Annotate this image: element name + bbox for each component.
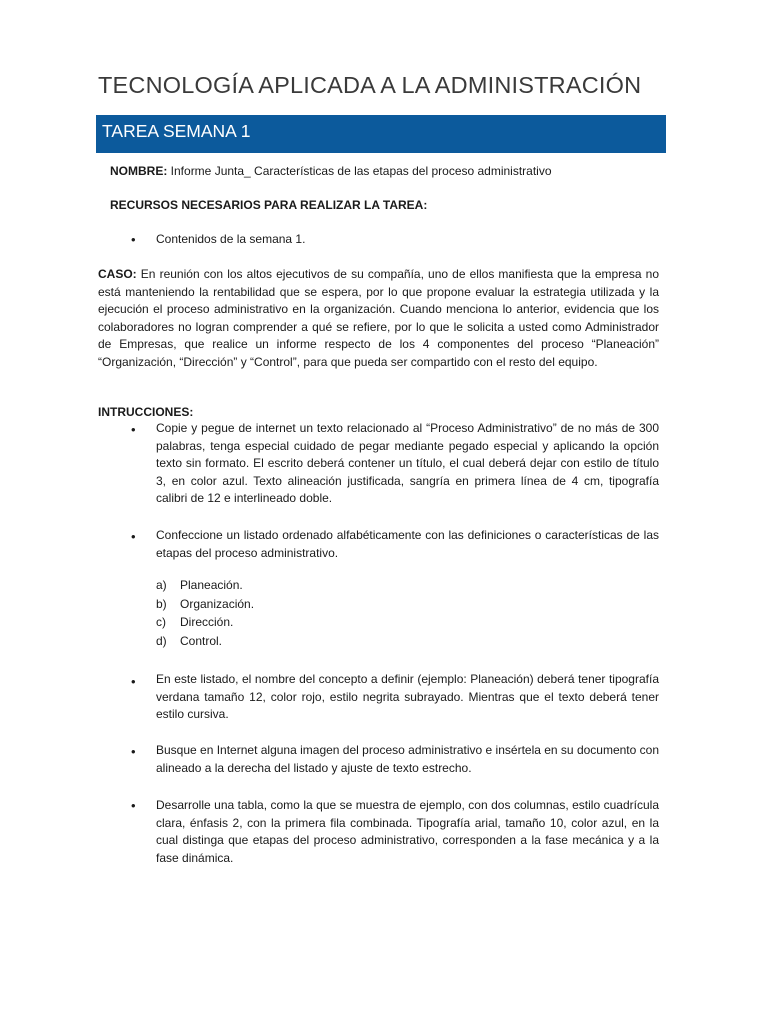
sub-list-letter: c)	[156, 615, 166, 629]
sub-list-text: Dirección.	[180, 615, 234, 629]
instruction-item: Desarrolle una tabla, como la que se muestra de ejemplo, con dos columnas, estilo cuadrícula clara, énfasis 2, con la primera fila combinada. Tipografía arial, tamaño 10, color azul, en la cual distinga que etapas del proceso administrativo, corresponden a la fase mecánica y a la fase dinámica.	[156, 798, 659, 865]
sub-list-letter: a)	[156, 578, 167, 592]
bullet-icon: •	[131, 232, 136, 247]
recursos-item: Contenidos de la semana 1.	[156, 232, 306, 246]
sub-list-item	[156, 596, 254, 614]
nombre-label: NOMBRE:	[110, 164, 168, 178]
sub-list-text: Planeación.	[180, 578, 243, 592]
bullet-icon: •	[131, 529, 136, 544]
bullet-icon: •	[131, 674, 136, 689]
bullet-icon: •	[131, 744, 136, 759]
recursos-heading: RECURSOS NECESARIOS PARA REALIZAR LA TAREA:	[110, 198, 428, 212]
sub-list-letter: b)	[156, 597, 167, 611]
nombre-line	[110, 163, 552, 181]
sub-list-item	[156, 633, 222, 651]
nombre-value: Informe Junta_ Características de las etapas del proceso administrativo	[170, 164, 552, 178]
sub-list-item	[156, 577, 243, 595]
instruction-item: Copie y pegue de internet un texto relacionado al “Proceso Administrativo” de no más de 300 palabras, tenga especial cuidado de pegar mediante pegado especial y aplicando la opción texto sin formato. El escrito deberá contener un título, el cual deberá dejar con estilo de título 3, en color azul. Texto alineación justificada, sangría en primera línea de 4 cm, tipografía calibri de 12 e interlineado doble.	[156, 421, 659, 505]
instruction-item: Confeccione un listado ordenado alfabéticamente con las definiciones o características de las etapas del proceso administrativo.	[156, 528, 659, 560]
document-title: TECNOLOGÍA APLICADA A LA ADMINISTRACIÓN	[98, 72, 642, 98]
sub-list-letter: d)	[156, 634, 167, 648]
bullet-icon: •	[131, 422, 136, 437]
bullet-icon: •	[131, 798, 136, 813]
task-banner	[96, 115, 666, 153]
sub-list-text: Organización.	[180, 597, 255, 611]
sub-list-text: Control.	[180, 634, 223, 648]
instrucciones-heading: INTRUCCIONES:	[98, 405, 194, 419]
task-label: TAREA SEMANA 1	[102, 121, 251, 141]
instruction-item: Busque en Internet alguna imagen del proceso administrativo e insértela en su documento con alineado a la derecha del listado y ajuste de texto estrecho.	[156, 743, 659, 775]
sub-list-item	[156, 614, 233, 632]
caso-paragraph	[98, 266, 659, 371]
caso-text: En reunión con los altos ejecutivos de su compañía, uno de ellos manifiesta que la empresa no está manteniendo la rentabilidad que se espera, por lo que propone evaluar la estrategia utilizada y la ejecución el proceso administrativo en la organización. Cuando menciona lo anterior, evidencia que los colaboradores no logran comprender a qué se refiere, por lo que le solicita a usted como Administrador de Empresas, que realice un informe respecto de los 4 componentes del proceso “Planeación” “Organización, “Dirección” y “Control”, para que pueda ser compartido con el resto del equipo.	[98, 267, 659, 369]
caso-label: CASO:	[98, 267, 137, 281]
instruction-item: En este listado, el nombre del concepto a definir (ejemplo: Planeación) deberá tener tipografía verdana tamaño 12, color rojo, estilo negrita subrayado. Mientras que el texto deberá tener estilo cursiva.	[156, 672, 659, 721]
